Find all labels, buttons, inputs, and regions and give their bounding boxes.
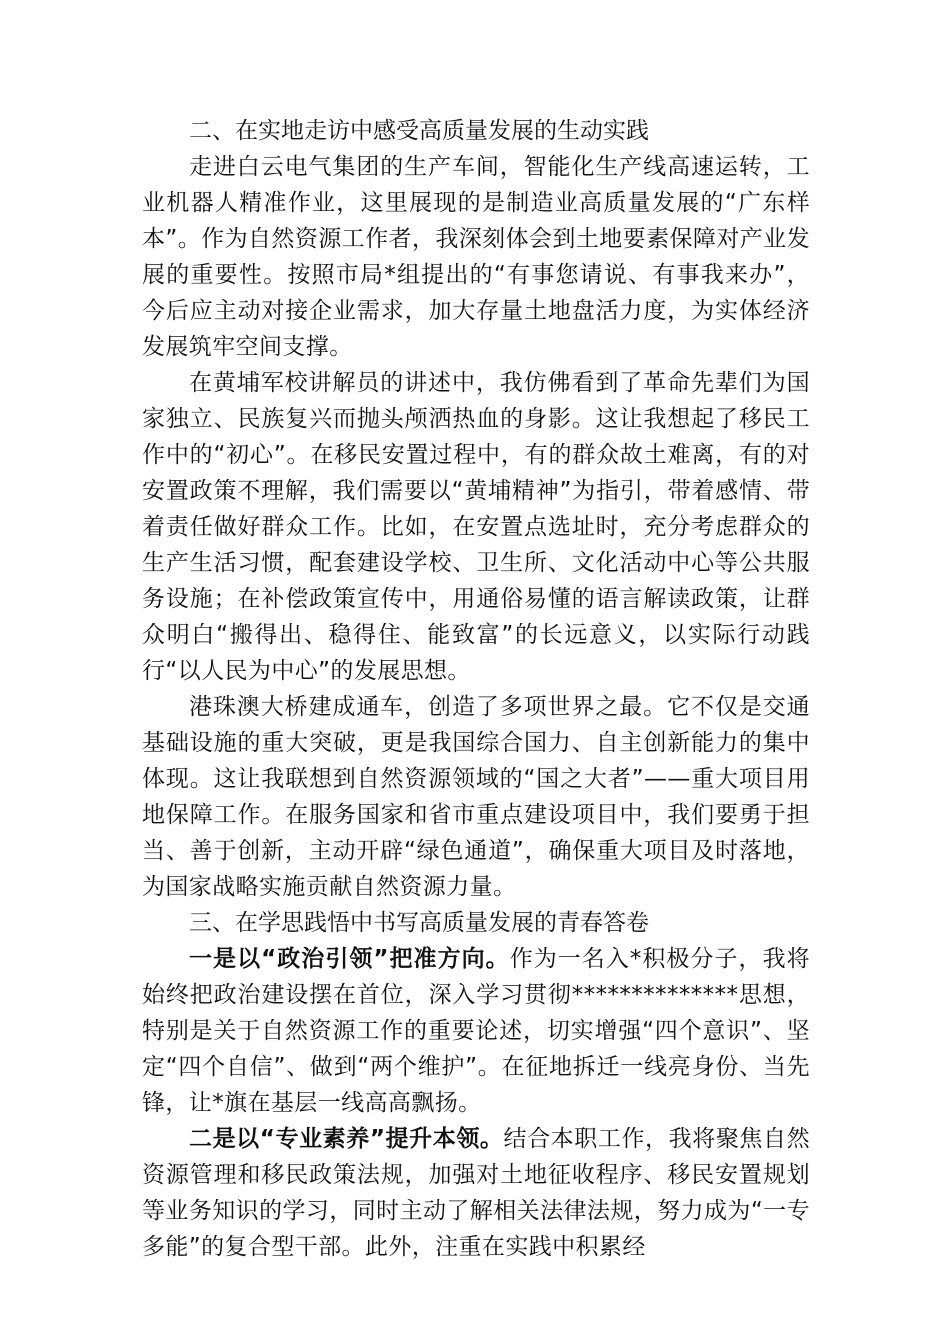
paragraph-whampoa-academy: 在黄埔军校讲解员的讲述中，我仿佛看到了革命先辈们为国家独立、民族复兴而抛头颅洒热血的身影。这让我想起了移民工作中的“初心”。在移民安置过程中，有的群众故土难离，有的对安置政策不理解，我们需要以“黄埔精神”为指引，带着感情、带着责任做好群众工作。比如，在安置点选址时，充分考虑群众的生产生活习惯，配套建设学校、卫生所、文化活动中心等公共服务设施；在补偿政策宣传中，用通俗易懂的语言解读政策，让群众明白“搬得出、稳得住、能致富”的长远意义，以实际行动践行“以人民为中心”的发展思想。 bbox=[142, 370, 810, 684]
paragraph-hzmb-bridge: 港珠澳大桥建成通车，创造了多项世界之最。它不仅是交通基础设施的重大突破，更是我国综合国力、自主创新能力的集中体现。这让我联想到自然资源领域的“国之大者”——重大项目用地保障工作。在服务国家和省市重点建设项目中，我们要勇于担当、善于创新，主动开辟“绿色通道”，确保重大项目及时落地，为国家战略实施贡献自然资源力量。 bbox=[142, 694, 810, 900]
section-3-heading: 三、在学思践悟中书写高质量发展的青春答卷 bbox=[189, 910, 649, 936]
document-body bbox=[142, 113, 810, 1265]
paragraph-point-1 bbox=[142, 941, 810, 1121]
point-1-lead: 一是以“政治引领”把准方向。 bbox=[189, 946, 510, 972]
point-2-body: 结合本职工作，我将聚焦自然资源管理和移民政策法规，加强对土地征收程序、移民安置规划等业务知识的学习，同时主动了解相关法律法规，努力成为“一专多能”的复合型干部。此外，注重在实践中积累经 bbox=[142, 1126, 810, 1260]
point-1-body: 作为一名入*积极分子，我将始终把政治建设摆在首位，深入学习贯彻**************思想，特别是关于自然资源工作的重要论述，切实增强“四个意识”、坚定“四个自信”、做到“两个维护”。在征地拆迁一线亮身份、当先锋，让*旗在基层一线高高飘扬。 bbox=[142, 946, 810, 1116]
paragraph-point-2 bbox=[142, 1121, 810, 1265]
section-2-heading: 二、在实地走访中感受高质量发展的生动实践 bbox=[189, 118, 649, 144]
point-2-lead: 二是以“专业素养”提升本领。 bbox=[189, 1126, 504, 1152]
paragraph-baiyun-electric: 走进白云电气集团的生产车间，智能化生产线高速运转，工业机器人精准作业，这里展现的是制造业高质量发展的“广东样本”。作为自然资源工作者，我深刻体会到土地要素保障对产业发展的重要性。按照市局*组提出的“有事您请说、有事我来办”，今后应主动对接企业需求，加大存量土地盘活力度，为实体经济发展筑牢空间支撑。 bbox=[142, 154, 810, 360]
